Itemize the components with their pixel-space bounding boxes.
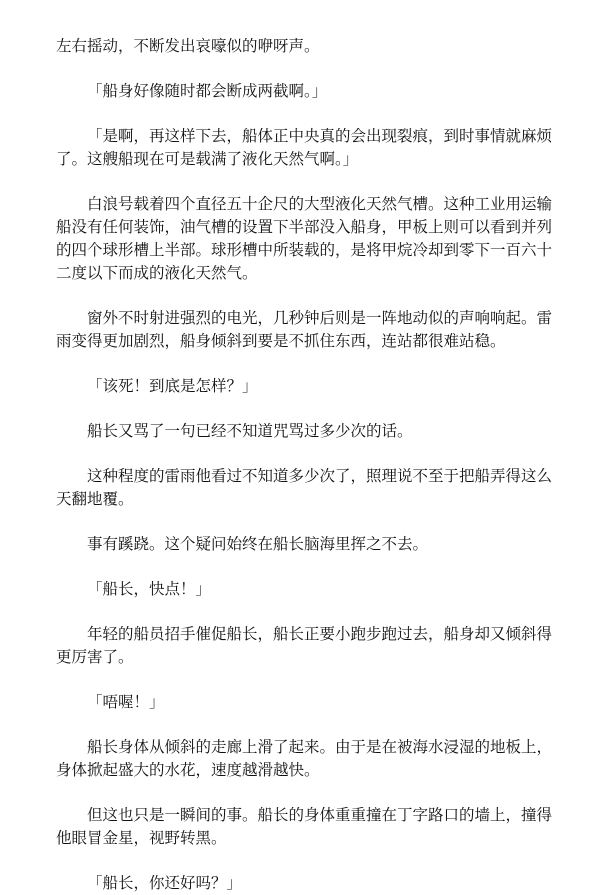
paragraph-continuation: 左右摇动，不断发出哀嚎似的咿呀声。 <box>56 37 320 55</box>
narrative-paragraph: 船长身体从倾斜的走廊上滑了起来。由于是在被海水浸湿的地板上，身体掀起盛大的水花，速度越滑越快。 <box>56 738 553 779</box>
narrative-paragraph: 但这也只是一瞬间的事。船长的身体重重撞在丁字路口的墙上，撞得他眼冒金星，视野转黑。 <box>56 806 553 847</box>
dialogue-line: 「船长，快点！」 <box>87 580 212 598</box>
narrative-paragraph: 年轻的船员招手催促船长，船长正要小跑步跑过去，船身却又倾斜得更厉害了。 <box>56 625 553 666</box>
narrative-paragraph: 窗外不时射进强烈的电光，几秒钟后则是一阵地动似的声响响起。雷雨变得更加剧烈，船身倾斜到要是不抓住东西，连站都很难站稳。 <box>56 309 553 350</box>
dialogue-line: 「该死！到底是怎样？」 <box>87 377 258 395</box>
dialogue-line: 「船长，你还好吗？」 <box>87 874 243 892</box>
dialogue-line: 「唔喔！」 <box>87 693 165 711</box>
narrative-paragraph: 白浪号载着四个直径五十企尺的大型液化天然气槽。这种工业用运输船没有任何装饰，油气槽的设置下半部没入船身，甲板上则可以看到并列的四个球形槽上半部。球形槽中所装载的，是将甲烷冷却到零下一百六十二度以下而成的液化天然气。 <box>56 195 553 282</box>
dialogue-line: 「是啊，再这样下去，船体正中央真的会出现裂痕，到时事情就麻烦了。这艘船现在可是载满了液化天然气啊。」 <box>56 127 553 168</box>
narrative-paragraph: 事有蹊跷。这个疑问始终在船长脑海里挥之不去。 <box>87 535 429 553</box>
dialogue-line: 「船身好像随时都会断成两截啊。」 <box>87 82 328 100</box>
narrative-paragraph: 船长又骂了一句已经不知道咒骂过多少次的话。 <box>87 422 413 440</box>
narrative-paragraph: 这种程度的雷雨他看过不知道多少次了，照理说不至于把船弄得这么天翻地覆。 <box>56 467 553 508</box>
